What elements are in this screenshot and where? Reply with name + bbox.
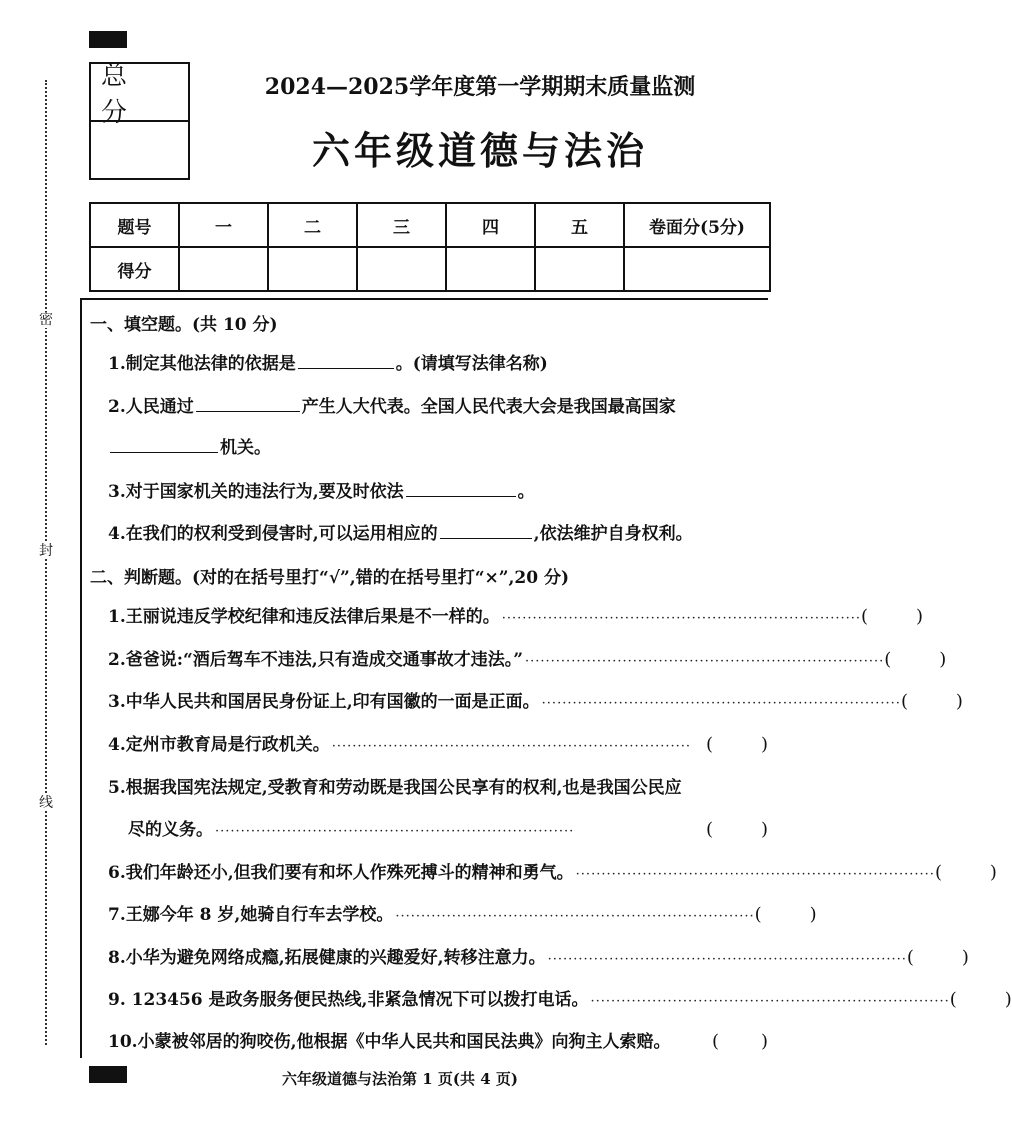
section-1-header: 一: [179, 203, 268, 247]
judge-question-7: 7.王娜今年 8 岁,她骑自行车去学校。 ······································································ ( ): [108, 904, 817, 925]
judge-question-6: 6.我们年龄还小,但我们要有和坏人作殊死搏斗的精神和勇气。 ······································································ ( ): [108, 862, 997, 883]
judge-question-2-text: 2.爸爸说:“酒后驾车不违法,只有造成交通事故才违法。”: [108, 650, 523, 670]
judge-question-3-text: 3.中华人民共和国居民身份证上,印有国徽的一面是正面。: [108, 692, 540, 712]
fill-question-3-text-before: 3.对于国家机关的违法行为,要及时依法: [108, 482, 404, 502]
answer-paren-4[interactable]: ( ): [706, 734, 768, 755]
section-3-header: 三: [357, 203, 446, 247]
judge-question-5-text-cont: 尽的义务。: [128, 820, 213, 840]
score-cell-neatness[interactable]: [624, 247, 770, 291]
judge-question-6-text: 6.我们年龄还小,但我们要有和坏人作殊死搏斗的精神和勇气。: [108, 863, 574, 883]
fill-blank-3[interactable]: [406, 478, 516, 497]
seal-char-feng: 封: [39, 543, 53, 559]
judge-question-4-text: 4.定州市教育局是行政机关。: [108, 735, 330, 755]
total-score-box: [89, 62, 190, 180]
fill-question-1-text-before: 1.制定其他法律的依据是: [108, 354, 296, 374]
answer-paren-9[interactable]: ( ): [949, 989, 1012, 1010]
fill-question-2-text-middle: 产生人大代表。全国人民代表大会是我国最高国家: [301, 397, 676, 417]
judge-question-8: 8.小华为避免网络成瘾,拓展健康的兴趣爱好,转移注意力。 ······································································ ( ): [108, 947, 969, 968]
judge-question-9: 9. 123456 是政务服务便民热线,非紧急情况下可以拨打电话。 ······································································ ( ): [108, 989, 1012, 1010]
seal-char-mi: 密: [39, 312, 53, 328]
judge-question-3: 3.中华人民共和国居民身份证上,印有国徽的一面是正面。 ······································································ ( ): [108, 691, 963, 712]
judge-question-1: 1.王丽说违反学校纪律和违反法律后果是不一样的。 ······································································ ( ): [108, 606, 924, 627]
judge-question-10: [108, 1030, 768, 1054]
registration-mark-bottom: [89, 1066, 127, 1083]
page-footer: 六年级道德与法治第 1 页(共 4 页): [282, 1070, 518, 1088]
question-number-label: 题号: [90, 203, 179, 247]
fill-blank-2a[interactable]: [196, 393, 300, 412]
fill-question-2: [108, 393, 768, 419]
answer-paren-1[interactable]: ( ): [861, 606, 924, 627]
seal-char-xian: 线: [39, 795, 53, 811]
answer-paren-6[interactable]: ( ): [934, 862, 997, 883]
section-1-heading: 一、填空题。(共 10 分): [90, 315, 278, 335]
judge-question-9-text: 9. 123456 是政务服务便民热线,非紧急情况下可以拨打电话。: [108, 990, 589, 1010]
registration-mark-top: [89, 31, 127, 48]
judge-question-5-text: 5.根据我国宪法规定,受教育和劳动既是我国公民享有的权利,也是我国公民应: [108, 778, 682, 798]
score-table-score-row: [90, 247, 770, 291]
section-2-heading: 二、判断题。(对的在括号里打“√”,错的在括号里打“×”,20 分): [90, 568, 570, 588]
exam-title: 2024—2025学年度第一学期期末质量监测: [264, 74, 696, 100]
fill-question-1-text-after: 。(请填写法律名称): [395, 354, 548, 374]
score-cell-5[interactable]: [535, 247, 624, 291]
neatness-score-header: 卷面分(5分): [624, 203, 770, 247]
fill-question-2-cont: [108, 434, 768, 460]
answer-paren-8[interactable]: ( ): [906, 947, 969, 968]
judge-question-2: 2.爸爸说:“酒后驾车不违法,只有造成交通事故才违法。” ······································································ ( ): [108, 649, 947, 670]
judge-question-8-text: 8.小华为避免网络成瘾,拓展健康的兴趣爱好,转移注意力。: [108, 948, 546, 968]
score-cell-3[interactable]: [357, 247, 446, 291]
answer-paren-7[interactable]: ( ): [754, 904, 817, 925]
fill-question-2-text-after: 机关。: [220, 438, 271, 458]
score-label: 得分: [90, 247, 179, 291]
section-2-header: 二: [268, 203, 357, 247]
judge-question-10-text: 10.小蒙被邻居的狗咬伤,他根据《中华人民共和国民法典》向狗主人索赔。: [108, 1032, 671, 1052]
fill-question-4-text-before: 4.在我们的权利受到侵害时,可以运用相应的: [108, 524, 438, 544]
subject-title: 六年级道德与法治: [311, 128, 648, 173]
judge-question-4: 4.定州市教育局是行政机关。 ······································································ ( ): [108, 734, 768, 755]
seal-dotted-line: [45, 80, 47, 1045]
total-score-label: 总 分: [91, 64, 188, 122]
judge-question-5-cont: 尽的义务。 ······································································ ( ): [128, 819, 768, 840]
fill-blank-2b[interactable]: [110, 434, 218, 453]
judge-question-5: [108, 776, 768, 800]
answer-paren-2[interactable]: ( ): [884, 649, 947, 670]
score-cell-1[interactable]: [179, 247, 268, 291]
fill-question-3: [108, 478, 768, 504]
score-cell-4[interactable]: [446, 247, 535, 291]
fill-question-1: [108, 350, 768, 376]
judge-question-1-text: 1.王丽说违反学校纪律和违反法律后果是不一样的。: [108, 607, 500, 627]
fill-question-3-text-after: 。: [517, 482, 535, 502]
score-table-header-row: [90, 203, 770, 247]
score-table: [89, 202, 771, 292]
fill-question-4: [108, 520, 768, 546]
fill-blank-1[interactable]: [298, 350, 394, 369]
fill-blank-4[interactable]: [440, 520, 532, 539]
section-5-header: 五: [535, 203, 624, 247]
total-score-field[interactable]: [91, 122, 188, 178]
answer-paren-3[interactable]: ( ): [900, 691, 963, 712]
section-4-header: 四: [446, 203, 535, 247]
answer-paren-5[interactable]: ( ): [706, 819, 768, 840]
answer-paren-10[interactable]: ( ): [712, 1031, 768, 1052]
fill-question-2-text-before: 2.人民通过: [108, 397, 194, 417]
question-area: [80, 298, 1012, 1058]
score-cell-2[interactable]: [268, 247, 357, 291]
fill-question-4-text-after: ,依法维护自身权利。: [533, 524, 693, 544]
judge-question-7-text: 7.王娜今年 8 岁,她骑自行车去学校。: [108, 905, 394, 925]
